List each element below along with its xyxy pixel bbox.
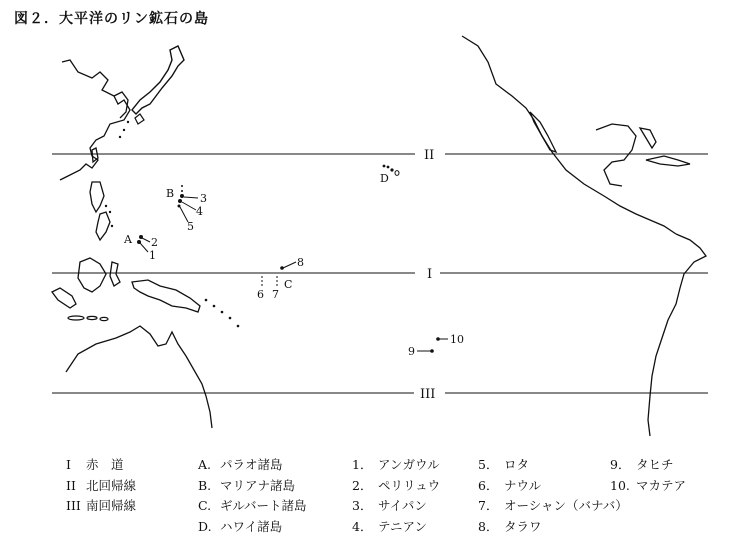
legend-island-10: 10. マカテア: [610, 477, 687, 493]
australia-coast: [66, 326, 212, 428]
label-tarawa: 8: [297, 256, 304, 269]
korea-peninsula: [114, 92, 128, 118]
tropic-of-capricorn-label: III: [420, 387, 436, 402]
label-ocean-island: 7: [272, 288, 279, 301]
legend-group-a: A. パラオ諸島: [198, 457, 283, 472]
label-peleliu: 2: [151, 236, 158, 249]
label-palau: A: [124, 233, 132, 246]
label-rota: 5: [187, 220, 194, 233]
hawaii-islands-marker: [380, 165, 399, 185]
label-saipan: 3: [200, 192, 207, 205]
label-mariana: B: [166, 187, 175, 200]
label-tinian: 4: [196, 205, 203, 218]
borneo-coast: [78, 258, 106, 292]
label-makatea: 10: [450, 333, 464, 346]
legend-line-capricorn: III 南回帰線: [66, 498, 137, 513]
legend-island-1: 1． アンガウル: [352, 457, 440, 472]
legend-island-6: 6． ナウル: [478, 477, 542, 493]
legend-island-3: 3． サイパン: [352, 498, 427, 513]
tropic-of-cancer-line: [52, 148, 708, 163]
legend-group-d: D. ハワイ諸島: [198, 518, 283, 534]
japan-islands: [132, 46, 184, 114]
label-hawaii: D: [380, 172, 389, 185]
florida-peninsula: [640, 128, 656, 148]
legend-lines: [66, 455, 136, 517]
kyushu-island: [135, 114, 144, 124]
south-america-coast: [648, 234, 706, 436]
tahiti-makatea-marker: [408, 333, 464, 358]
lesser-sunda-islands: [68, 316, 108, 321]
baja-california: [530, 112, 556, 152]
ryukyu-islands: [119, 121, 129, 138]
legend-island-5: 5． ロタ: [478, 457, 530, 472]
tropic-of-cancer-label: II: [424, 148, 435, 163]
gilbert-islands-marker: [257, 256, 304, 301]
legend-island-9: 9． タヒチ: [610, 457, 674, 472]
label-angaur: 1: [149, 249, 156, 262]
philippines-islands: [90, 182, 110, 240]
legend-islands-2: [478, 455, 628, 537]
legend-islands-3: [610, 455, 686, 496]
new-guinea-coast: [132, 280, 200, 312]
tropic-of-capricorn-line: [52, 387, 708, 402]
legend-groups: [198, 455, 307, 537]
asia-coastline: [60, 60, 130, 180]
caribbean-islands: [646, 156, 690, 166]
legend-island-4: 4． テニアン: [352, 518, 428, 534]
equator-line: [52, 267, 708, 282]
map-title: 図２．大平洋のリン鉱石の島: [14, 11, 209, 27]
label-gilbert: C: [284, 278, 293, 291]
legend-group-b: B. マリアナ諸島: [198, 477, 296, 493]
legend-island-7: 7． オーシャン（バナバ）: [478, 498, 628, 513]
gulf-of-mexico-coast: [596, 124, 636, 186]
mariana-islands-marker: [166, 185, 207, 233]
solomon-islands: [205, 299, 240, 328]
label-tahiti: 9: [408, 345, 415, 358]
legend-line-cancer: II 北回帰線: [66, 477, 137, 493]
equator-label: I: [427, 267, 433, 282]
legend-line-equator: I 赤 道: [66, 457, 124, 472]
legend-island-8: 8． タラワ: [478, 518, 542, 534]
palau-islands-marker: [123, 233, 158, 262]
label-nauru: 6: [257, 288, 264, 301]
indonesia-chain: [52, 288, 76, 308]
legend-island-2: 2． ペリリュウ: [352, 477, 441, 493]
legend-group-c: C. ギルバート諸島: [198, 498, 307, 513]
legend-islands-1: [352, 455, 440, 537]
sulawesi-coast: [110, 262, 120, 286]
